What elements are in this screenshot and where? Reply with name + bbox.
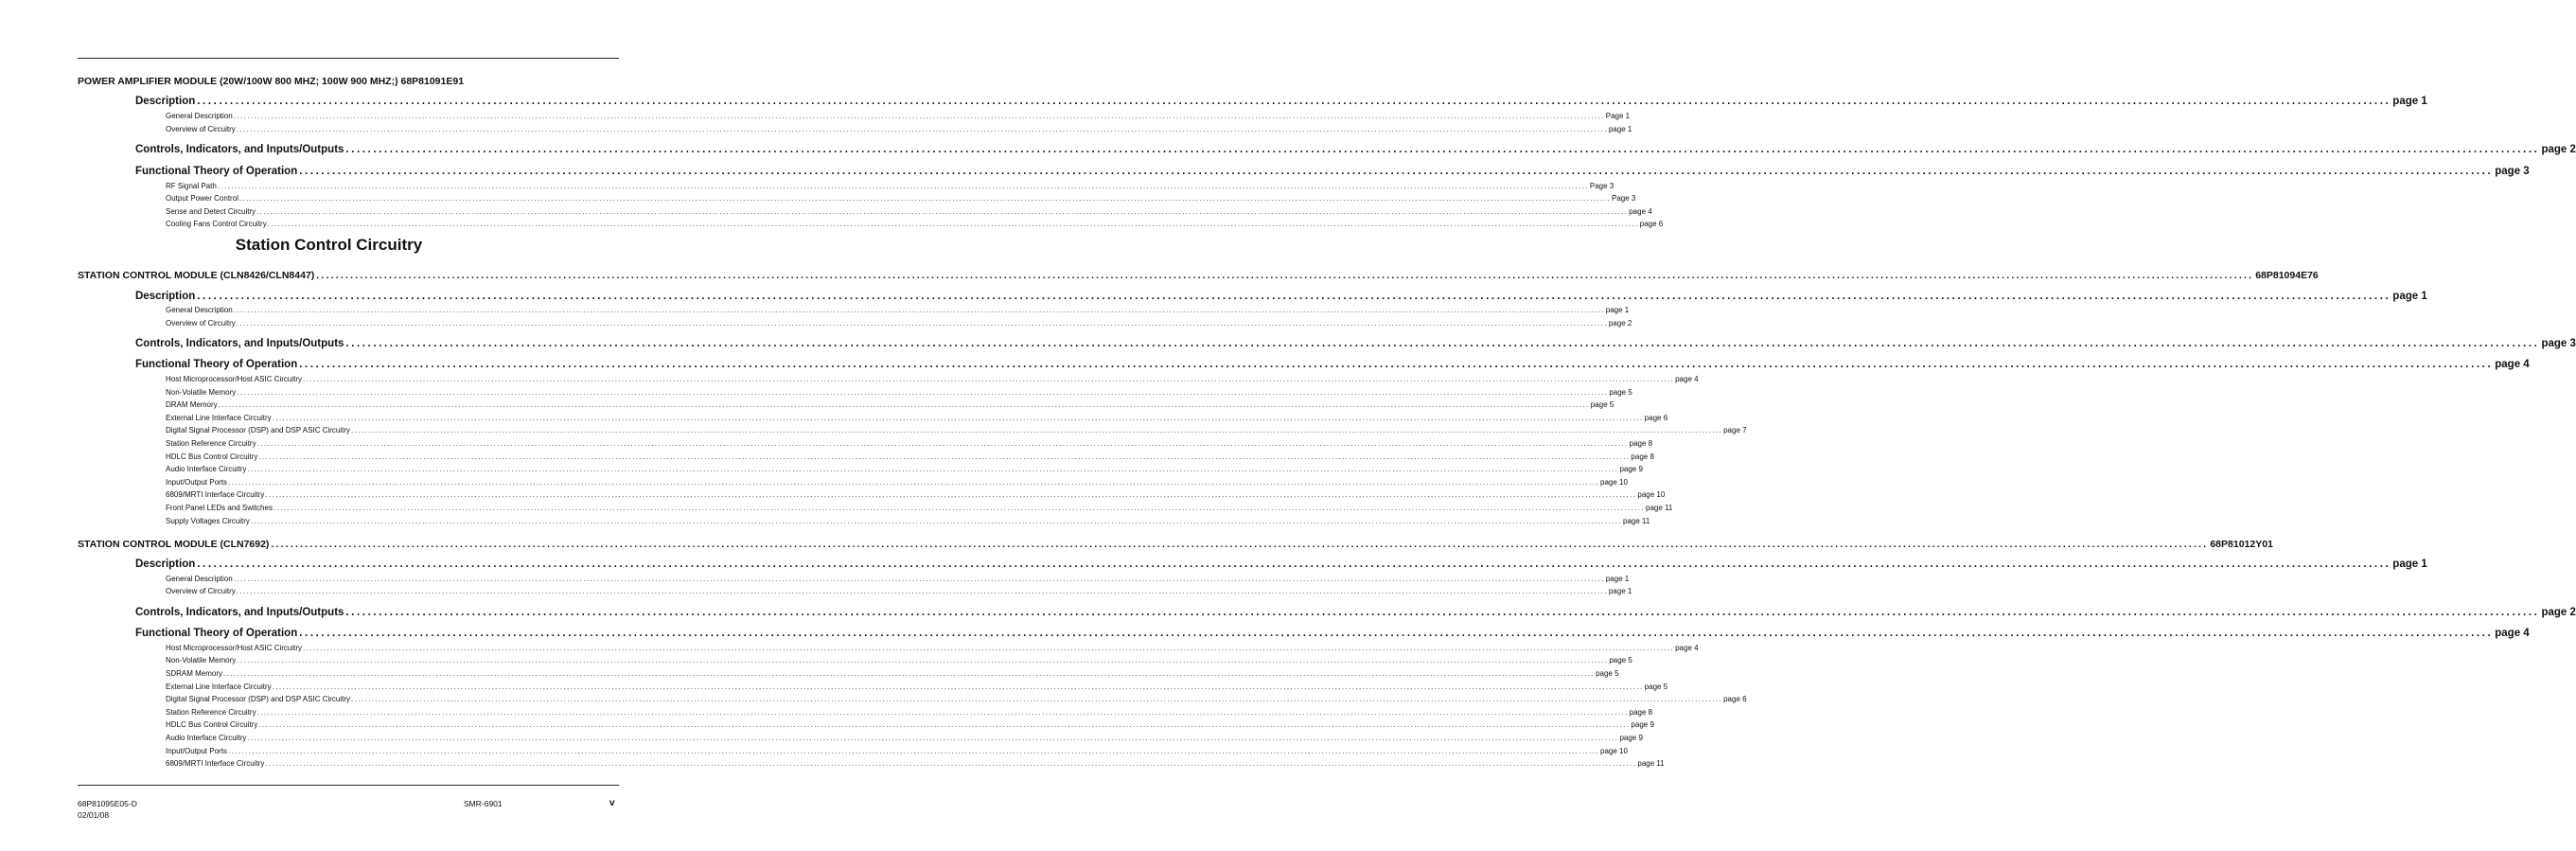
toc-subentry-label: Non-Volatile Memory [166,656,237,665]
toc-subentry-label: DRAM Memory [166,400,218,409]
toc-subentry [166,669,1619,678]
toc-subentry-label: Station Reference Circuitry [166,439,256,448]
dot-leader: ................................................................................................................................................................................................................................................................................................................................................................................................................ [273,504,1646,512]
dot-leader: ................................................................................................................................................................................................................................................................................................................................................................................................................ [299,628,2494,639]
toc-subentry-page: page 10 [1637,490,1666,499]
dot-leader: ................................................................................................................................................................................................................................................................................................................................................................................................................ [247,734,1619,742]
toc-entry-page: page 3 [2495,166,2530,177]
toc-entry [135,166,2530,177]
toc-subentry-page: page 11 [1623,517,1650,525]
dot-leader: ................................................................................................................................................................................................................................................................................................................................................................................................................ [271,539,2209,550]
toc-subentry [166,759,1665,768]
toc-subentry-label: Overview of Circuitry [166,125,236,133]
toc-subentry-page: Page 3 [1612,194,1636,203]
toc-subentry-page: Page 1 [1605,112,1631,120]
bottom-rule [78,785,619,786]
dot-leader: ................................................................................................................................................................................................................................................................................................................................................................................................................ [351,426,1723,434]
toc-subentry [166,465,1643,473]
toc-subentry [166,388,1632,397]
toc-subentry [166,644,1699,652]
toc-subentry-page: page 4 [1675,644,1699,652]
dot-leader: ................................................................................................................................................................................................................................................................................................................................................................................................................ [272,414,1644,422]
toc-subentry-label: External Line Interface Circuitry [166,683,272,691]
toc-subentry-page: page 1 [1608,587,1632,595]
dot-leader: ................................................................................................................................................................................................................................................................................................................................................................................................................ [227,478,1599,487]
toc-subentry-label: Digital Signal Processor (DSP) and DSP ASIC Circuitry [166,426,351,434]
toc-subentry [166,306,1630,314]
toc-subentry-page: page 2 [1608,319,1632,328]
module-title [78,270,2319,281]
toc-subentry-label: General Description [166,575,233,583]
toc-subentry-label: SDRAM Memory [166,669,223,678]
toc-entry-label: Description [135,558,196,570]
toc-subentry [166,439,1653,448]
module-title-label: STATION CONTROL MODULE (CLN7692) [78,539,270,550]
toc-subentry-label: 6809/MRTI Interface Circuitry [166,759,265,768]
toc-entry-page: page 2 [2541,144,2576,155]
dot-leader: ................................................................................................................................................................................................................................................................................................................................................................................................................ [250,517,1622,525]
toc-subentry-page: page 1 [1608,125,1632,133]
toc-entry-page: page 3 [2541,338,2576,349]
toc-subentry [166,426,1747,434]
module-title [78,76,620,87]
dot-leader: ................................................................................................................................................................................................................................................................................................................................................................................................................ [218,400,1590,409]
toc-subentry-label: HDLC Bus Control Circuitry [166,720,258,729]
toc-subentry [166,125,1632,133]
toc-subentry [166,708,1653,717]
dot-leader: ................................................................................................................................................................................................................................................................................................................................................................................................................ [267,220,1639,228]
dot-leader: ................................................................................................................................................................................................................................................................................................................................................................................................................ [247,465,1619,473]
toc-subentry [166,319,1632,328]
toc-subentry-page: page 8 [1631,452,1654,461]
toc-subentry [166,452,1654,461]
toc-entry-page: page 4 [2495,628,2530,639]
toc-subentry-label: Overview of Circuitry [166,587,236,595]
toc-entry-label: Functional Theory of Operation [135,628,298,639]
dot-leader: ................................................................................................................................................................................................................................................................................................................................................................................................................ [238,194,1611,203]
module-title-label: STATION CONTROL MODULE (CLN8426/CLN8447) [78,270,315,281]
toc-entry-page: page 1 [2392,96,2427,107]
dot-leader: ................................................................................................................................................................................................................................................................................................................................................................................................................ [237,388,1609,397]
toc-subentry-label: Audio Interface Circuitry [166,734,247,742]
toc-subentry-label: General Description [166,112,233,120]
footer-doc-number: 68P81095E05-D [78,799,137,808]
toc-subentry-label: Supply Voltages Circuitry [166,517,250,525]
toc-entry-page: page 1 [2392,558,2427,570]
module-title-page: 68P81094E76 [2255,270,2319,281]
toc-entry-label: Functional Theory of Operation [135,359,298,370]
footer-center-label: SMR-6901 [464,799,503,808]
toc-subentry-page: page 6 [1639,220,1664,228]
toc-subentry-page: page 11 [1637,759,1665,768]
toc-subentry-label: Non-Volatile Memory [166,388,237,397]
toc-subentry-label: External Line Interface Circuitry [166,414,272,422]
toc-subentry [166,375,1699,383]
dot-leader: ................................................................................................................................................................................................................................................................................................................................................................................................................ [233,306,1605,314]
toc-subentry-page: page 8 [1629,439,1653,448]
module-title [78,539,2273,550]
toc-entry [135,291,2427,302]
toc-entry [135,96,2427,107]
footer-date: 02/01/08 [78,810,110,820]
toc-subentry [166,517,1650,525]
toc-subentry [166,695,1747,703]
toc-subentry-label: Audio Interface Circuitry [166,465,247,473]
toc-subentry-page: page 1 [1605,575,1630,583]
toc-entry-label: Description [135,96,196,107]
toc-subentry [166,734,1643,742]
dot-leader: ................................................................................................................................................................................................................................................................................................................................................................................................................ [197,558,2391,570]
toc-subentry-page: page 7 [1723,426,1747,434]
dot-leader: ................................................................................................................................................................................................................................................................................................................................................................................................................ [236,319,1608,328]
dot-leader: ................................................................................................................................................................................................................................................................................................................................................................................................................ [303,644,1675,652]
toc-subentry [166,182,1614,190]
toc-subentry [166,747,1628,755]
dot-leader: ................................................................................................................................................................................................................................................................................................................................................................................................................ [345,338,2540,349]
toc-subentry [166,587,1632,595]
toc-subentry-label: RF Signal Path [166,182,217,190]
dot-leader: ................................................................................................................................................................................................................................................................................................................................................................................................................ [197,291,2391,302]
toc-subentry-page: page 5 [1644,683,1668,691]
dot-leader: ................................................................................................................................................................................................................................................................................................................................................................................................................ [272,683,1644,691]
dot-leader: ................................................................................................................................................................................................................................................................................................................................................................................................................ [258,452,1631,461]
dot-leader: ................................................................................................................................................................................................................................................................................................................................................................................................................ [236,587,1608,595]
toc-subentry-label: Overview of Circuitry [166,319,236,328]
dot-leader: ................................................................................................................................................................................................................................................................................................................................................................................................................ [223,669,1596,678]
toc-subentry-label: Input/Output Ports [166,478,227,487]
toc-subentry-page: page 4 [1629,207,1652,216]
toc-subentry [166,220,1664,228]
toc-subentry-label: General Description [166,306,233,314]
dot-leader: ................................................................................................................................................................................................................................................................................................................................................................................................................ [258,720,1631,729]
dot-leader: ................................................................................................................................................................................................................................................................................................................................................................................................................ [351,695,1723,703]
toc-subentry [166,400,1614,409]
toc-subentry-label: Host Microprocessor/Host ASIC Circuitry [166,644,303,652]
dot-leader: ................................................................................................................................................................................................................................................................................................................................................................................................................ [197,96,2391,107]
dot-leader: ................................................................................................................................................................................................................................................................................................................................................................................................................ [236,125,1608,133]
top-rule [78,58,619,59]
toc-entry-label: Controls, Indicators, and Inputs/Outputs [135,338,344,349]
toc-subentry-page: page 9 [1619,734,1643,742]
toc-entry-page: page 2 [2541,607,2576,618]
toc-subentry [166,575,1630,583]
toc-subentry-page: page 6 [1644,414,1668,422]
toc-entry [135,607,2576,618]
dot-leader: ................................................................................................................................................................................................................................................................................................................................................................................................................ [265,490,1637,499]
toc-entry-label: Description [135,291,196,302]
toc-subentry [166,194,1636,203]
toc-subentry-page: page 9 [1619,465,1643,473]
toc-entry-page: page 4 [2495,359,2530,370]
toc-subentry-page: page 5 [1590,400,1614,409]
toc-entry-page: page 1 [2392,291,2427,302]
toc-subentry-page: page 1 [1605,306,1630,314]
toc-entry [135,144,2576,155]
toc-subentry [166,112,1631,120]
dot-leader: ................................................................................................................................................................................................................................................................................................................................................................................................................ [299,166,2494,177]
footer-page-number: v [609,798,615,808]
toc-subentry [166,478,1628,487]
toc-entry-label: Controls, Indicators, and Inputs/Outputs [135,144,344,155]
toc-subentry-page: page 10 [1600,478,1628,487]
toc-entry [135,338,2576,349]
dot-leader: ................................................................................................................................................................................................................................................................................................................................................................................................................ [233,575,1605,583]
toc-entry-label: Controls, Indicators, and Inputs/Outputs [135,607,344,618]
dot-leader: ................................................................................................................................................................................................................................................................................................................................................................................................................ [303,375,1675,383]
toc-subentry-page: page 9 [1631,720,1654,729]
dot-leader: ................................................................................................................................................................................................................................................................................................................................................................................................................ [345,144,2540,155]
dot-leader: ................................................................................................................................................................................................................................................................................................................................................................................................................ [299,359,2494,370]
toc-subentry-label: Cooling Fans Control Circuitry [166,220,267,228]
toc-entry-label: Functional Theory of Operation [135,166,298,177]
toc-subentry-label: Front Panel LEDs and Switches [166,504,273,512]
dot-leader: ................................................................................................................................................................................................................................................................................................................................................................................................................ [265,759,1637,768]
toc-subentry-label: Input/Output Ports [166,747,227,755]
toc-subentry-label: Sense and Detect Circuitry [166,207,256,216]
dot-leader: ................................................................................................................................................................................................................................................................................................................................................................................................................ [345,607,2540,618]
toc-subentry [166,683,1668,691]
toc-subentry-page: Page 3 [1589,182,1614,190]
dot-leader: ................................................................................................................................................................................................................................................................................................................................................................................................................ [233,112,1605,120]
dot-leader: ................................................................................................................................................................................................................................................................................................................................................................................................................ [256,207,1629,216]
dot-leader: ................................................................................................................................................................................................................................................................................................................................................................................................................ [237,656,1609,665]
toc-entry [135,628,2530,639]
toc-subentry-page: page 8 [1629,708,1653,717]
dot-leader: ................................................................................................................................................................................................................................................................................................................................................................................................................ [256,708,1629,717]
toc-subentry [166,504,1673,512]
toc-subentry-page: page 5 [1609,388,1632,397]
toc-subentry-label: 6809/MRTI Interface Circuitry [166,490,265,499]
toc-subentry-label: Host Microprocessor/Host ASIC Circuitry [166,375,303,383]
toc-subentry-page: page 4 [1675,375,1699,383]
toc-subentry [166,207,1652,216]
toc-subentry-page: page 6 [1723,695,1747,703]
toc-subentry-page: page 5 [1596,669,1619,678]
dot-leader: ................................................................................................................................................................................................................................................................................................................................................................................................................ [256,439,1629,448]
toc-subentry [166,490,1666,499]
toc-subentry-label: HDLC Bus Control Circuitry [166,452,258,461]
toc-entry [135,359,2530,370]
toc-subentry-page: page 11 [1646,504,1673,512]
toc-subentry-label: Station Reference Circuitry [166,708,256,717]
toc-subentry [166,414,1668,422]
toc-subentry-label: Digital Signal Processor (DSP) and DSP ASIC Circuitry [166,695,351,703]
toc-subentry [166,656,1632,665]
dot-leader: ................................................................................................................................................................................................................................................................................................................................................................................................................ [227,747,1599,755]
toc-subentry-page: page 5 [1609,656,1632,665]
toc-subentry-label: Output Power Control [166,194,238,203]
module-title-label: POWER AMPLIFIER MODULE (20W/100W 800 MHZ; 100W 900 MHZ;) 68P81091E91 [78,76,465,87]
toc-entry [135,558,2427,570]
module-title-page: 68P81012Y01 [2210,539,2273,550]
toc-subentry [166,720,1654,729]
toc-subentry-page: page 10 [1600,747,1628,755]
section-heading: Station Control Circuitry [235,236,423,254]
dot-leader: ................................................................................................................................................................................................................................................................................................................................................................................................................ [316,270,2254,281]
dot-leader: ................................................................................................................................................................................................................................................................................................................................................................................................................ [217,182,1589,190]
